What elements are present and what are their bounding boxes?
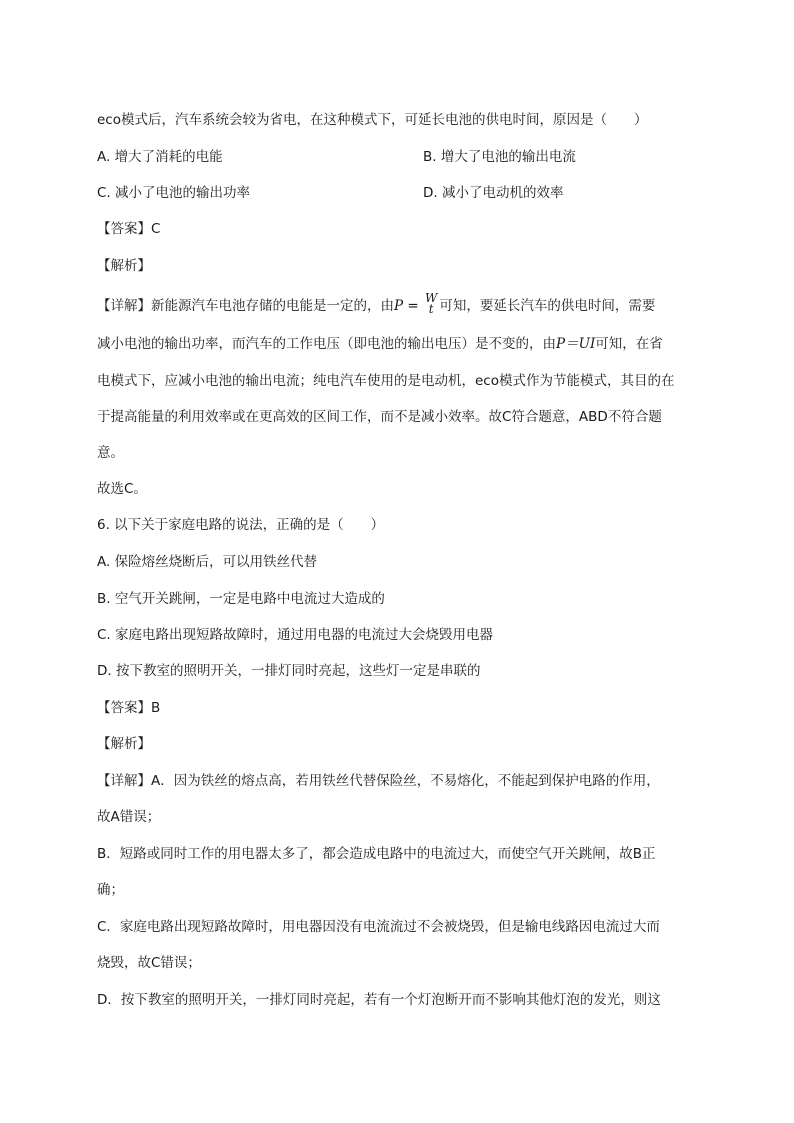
q6-option-c: C. 家庭电路出现短路故障时，通过用电器的电流过大会烧毁用电器 — [97, 627, 494, 643]
formula-t: t — [428, 302, 434, 316]
q6-option-d: D. 按下教室的照明开关，一排灯同时亮起，这些灯一定是串联的 — [97, 663, 481, 679]
q5-detail-l2-pre: 减小电池的输出功率，而汽车的工作电压（即电池的输出电压）是不变的，由 — [97, 336, 556, 352]
q5-option-b: B. 增大了电池的输出电流 — [423, 149, 576, 165]
q5-detail-l2-post: 可知，在省 — [595, 336, 663, 352]
q6-detail-line-7: D．按下教室的照明开关，一排灯同时亮起，若有一个灯泡断开而不影响其他灯泡的发光，则这 — [97, 992, 661, 1008]
q5-detail-line-3: 电模式下，应减小电池的输出电流；纯电汽车使用的是电动机，eco模式作为节能模式，其目的在 — [97, 373, 675, 389]
q6-detail-line-3: B．短路或同时工作的用电器太多了，都会造成电路中的电流过大，而使空气开关跳闸，故B正 — [97, 846, 656, 862]
q5-detail-line-2 — [97, 334, 663, 354]
q5-option-c: C. 减小了电池的输出功率 — [97, 185, 251, 201]
q6-option-a: A. 保险熔丝烧断后，可以用铁丝代替 — [97, 554, 318, 570]
q5-answer: 【答案】C — [97, 221, 161, 237]
q5-conclusion: 故选C。 — [97, 481, 147, 497]
q5-option-d: D. 减小了电动机的效率 — [423, 185, 564, 201]
q6-detail-line-1: 【详解】A．因为铁丝的熔点高，若用铁丝代替保险丝，不易熔化，不能起到保护电路的作用， — [97, 773, 660, 789]
q5-analysis-label: 【解析】 — [97, 258, 151, 274]
formula-w-over-t — [425, 293, 437, 315]
formula-p-ui: P＝UI — [556, 336, 596, 352]
q5-detail-line-5: 意。 — [97, 445, 124, 461]
q5-detail-line-4: 于提高能量的利用效率或在更高效的区间工作，而不是减小效率。故C符合题意，ABD不符合题 — [97, 409, 662, 425]
q5-stem-tail: eco模式后，汽车系统会较为省电，在这种模式下，可延长电池的供电时间，原因是（ ） — [97, 112, 648, 128]
q5-detail-line-1 — [97, 291, 656, 317]
q6-detail-line-2: 故A错误； — [97, 809, 161, 825]
q6-detail-line-6: 烧毁，故C错误； — [97, 955, 201, 971]
q5-detail-l1-pre: 【详解】新能源汽车电池存储的电能是一定的，由 — [97, 298, 394, 314]
q6-answer: 【答案】B — [97, 700, 161, 716]
q6-detail-line-4: 确； — [97, 882, 124, 898]
formula-w: W — [425, 291, 438, 305]
formula-p: P — [394, 298, 404, 314]
formula-eq: = — [403, 298, 423, 314]
q6-option-b: B. 空气开关跳闸，一定是电路中电流过大造成的 — [97, 591, 385, 607]
q5-option-a: A. 增大了消耗的电能 — [97, 149, 223, 165]
q5-detail-l1-post: 可知，要延长汽车的供电时间，需要 — [439, 298, 656, 314]
q6-detail-line-5: C．家庭电路出现短路故障时，用电器因没有电流流过不会被烧毁，但是输电线路因电流过大而 — [97, 919, 660, 935]
q6-stem: 6. 以下关于家庭电路的说法，正确的是（ ） — [97, 517, 385, 533]
q6-analysis-label: 【解析】 — [97, 736, 151, 752]
